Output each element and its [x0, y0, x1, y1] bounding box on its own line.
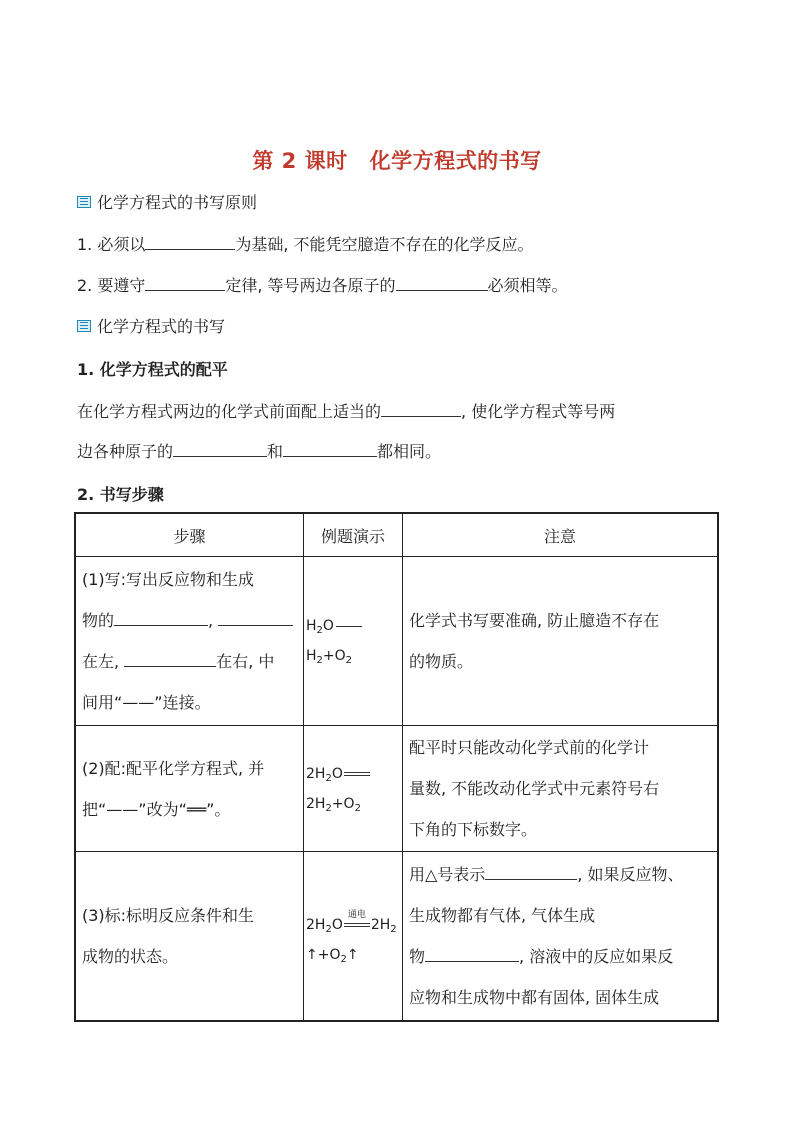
text: 间用“——”连接。 [82, 693, 211, 712]
balancing-line-2 [77, 439, 441, 462]
fill-blank[interactable] [485, 863, 577, 880]
subscript: 2 [390, 924, 397, 935]
text: 用△号表示 [409, 865, 486, 884]
text: 必须相等。 [487, 276, 568, 295]
text: 在化学方程式两边的化学式前面配上适当的 [77, 402, 382, 421]
fill-blank[interactable] [218, 609, 293, 626]
principle-item-2 [77, 273, 568, 296]
text: O [331, 765, 343, 782]
fill-blank[interactable] [124, 650, 216, 667]
fill-blank[interactable] [173, 440, 267, 457]
text: , 溶液中的反应如果反 [519, 947, 674, 966]
table-header-row [75, 513, 718, 557]
text: 生成物都有气体, 气体生成 [409, 906, 596, 925]
gas-arrow-icon: ↑ [306, 947, 318, 963]
subheading-balancing: 1. 化学方程式的配平 [77, 360, 228, 379]
principle-item-1 [77, 232, 534, 255]
equals-symbol [344, 772, 370, 776]
text: 化学式书写要准确, 防止臆造不存在 [409, 611, 660, 630]
fill-blank[interactable] [283, 440, 377, 457]
section-list-icon [77, 196, 91, 208]
text: (2)配:配平化学方程式, 并 [82, 758, 265, 778]
steps-table [74, 512, 719, 1022]
example-cell [304, 726, 403, 852]
text: 量数, 不能改动化学式中元素符号右 [409, 779, 660, 798]
lesson-number: 第 2 课时 [252, 149, 348, 173]
text: 在左, [82, 652, 125, 671]
text: 下角的下标数字。 [409, 820, 538, 839]
text: +O [322, 648, 346, 664]
fill-blank[interactable] [381, 400, 461, 417]
section-heading-text: 化学方程式的书写原则 [97, 193, 258, 212]
condition-label: 通电 [347, 910, 366, 920]
text: 2H [370, 917, 391, 933]
subscript: 2 [325, 772, 332, 784]
step-cell [75, 557, 304, 726]
text: , 使化学方程式等号两 [461, 402, 616, 421]
text: (3)标:标明反应条件和生 [82, 906, 255, 925]
dash-symbol [336, 626, 362, 627]
note-cell [403, 726, 719, 852]
text: 2. 要遵守 [77, 276, 146, 295]
table-row [75, 726, 718, 852]
text: 2H [306, 917, 326, 933]
page-title [0, 145, 794, 175]
text: H [306, 618, 317, 634]
text: 2H [306, 765, 326, 782]
text: 把“——”改为“══”。 [82, 799, 231, 819]
subscript: 2 [340, 954, 347, 965]
section-heading-writing [77, 314, 225, 337]
table-row [75, 557, 718, 726]
subscript: 2 [354, 802, 361, 814]
subheading-steps: 2. 书写步骤 [77, 485, 164, 504]
section-heading-text: 化学方程式的书写 [97, 317, 226, 336]
header-example: 例题演示 [304, 513, 403, 557]
text: H [306, 648, 317, 664]
section-heading-principles [77, 190, 257, 213]
text: (1)写:写出反应物和生成 [82, 570, 255, 589]
text: 配平时只能改动化学式前的化学计 [409, 738, 650, 757]
text: 在右, 中 [216, 652, 275, 671]
text: 物的 [82, 611, 115, 630]
fill-blank[interactable] [145, 233, 235, 250]
section-list-icon [77, 320, 91, 332]
text: 都相同。 [377, 442, 442, 461]
text: 定律, 等号两边各原子的 [225, 276, 396, 295]
example-cell [304, 557, 403, 726]
step-cell [75, 852, 304, 1022]
text: +O [317, 947, 341, 963]
equals-with-condition [344, 910, 370, 927]
text: , 如果反应物、 [577, 865, 684, 884]
text: 的物质。 [409, 652, 474, 671]
text: 和 [267, 442, 284, 461]
note-cell [403, 852, 719, 1022]
balancing-line-1 [77, 399, 615, 422]
lesson-topic: 化学方程式的书写 [369, 149, 542, 173]
text: 边各种原子的 [77, 442, 174, 461]
subscript: 2 [316, 625, 323, 636]
text: 成物的状态。 [82, 947, 179, 966]
subscript: 2 [345, 655, 353, 666]
text: 为基础, 不能凭空臆造不存在的化学反应。 [235, 235, 534, 254]
step-cell [75, 726, 304, 852]
table-row [75, 852, 718, 1022]
subscript: 2 [325, 924, 332, 935]
text: O [322, 618, 334, 634]
header-note: 注意 [403, 513, 719, 557]
text: 1. 必须以 [77, 235, 146, 254]
gas-arrow-icon: ↑ [346, 947, 359, 963]
note-cell [403, 557, 719, 726]
example-cell [304, 852, 403, 1022]
fill-blank[interactable] [145, 274, 225, 291]
fill-blank[interactable] [114, 609, 208, 626]
subscript: 2 [316, 655, 323, 666]
text: 物 [409, 947, 426, 966]
header-step: 步骤 [75, 513, 304, 557]
subscript: 2 [325, 802, 332, 814]
text: O [331, 917, 343, 933]
text: 2H [306, 795, 326, 812]
text: , [208, 611, 219, 630]
fill-blank[interactable] [396, 274, 488, 291]
fill-blank[interactable] [425, 945, 519, 962]
text: +O [331, 795, 355, 812]
text: 应物和生成物中都有固体, 固体生成 [409, 988, 660, 1007]
